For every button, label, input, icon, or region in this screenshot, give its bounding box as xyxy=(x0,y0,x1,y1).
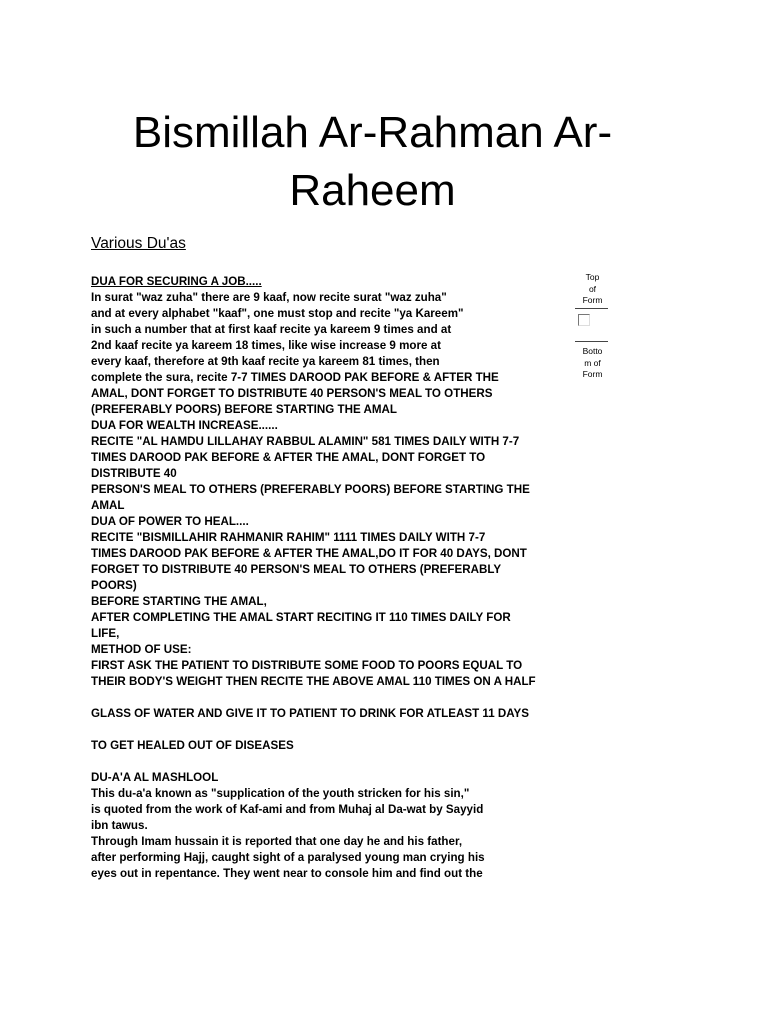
heading-mashlool-dua: DU-A'A AL MASHLOOL xyxy=(91,771,219,784)
body-line: BEFORE STARTING THE AMAL, xyxy=(91,595,267,608)
form-label-line: of xyxy=(588,283,597,294)
form-checkbox[interactable] xyxy=(578,314,590,326)
form-label-line: Botto xyxy=(582,346,603,356)
bottom-of-form-label xyxy=(575,346,610,381)
body-line: in such a number that at first kaaf recite ya kareem 9 times and at xyxy=(91,323,452,336)
heading-wealth-dua: DUA FOR WEALTH INCREASE...... xyxy=(91,419,278,432)
heading-job-dua: DUA FOR SECURING A JOB..... xyxy=(91,275,262,288)
form-divider-top xyxy=(575,308,608,309)
body-line: FIRST ASK THE PATIENT TO DISTRIBUTE SOME FOOD TO POORS EQUAL TO xyxy=(91,659,523,672)
form-divider-bottom xyxy=(575,341,608,342)
body-line: after performing Hajj, caught sight of a paralysed young man crying his xyxy=(91,851,485,864)
blank-line xyxy=(91,722,591,738)
heading-heal-dua: DUA OF POWER TO HEAL.... xyxy=(91,515,249,528)
body-line: FORGET TO DISTRIBUTE 40 PERSON'S MEAL TO OTHERS (PREFERABLY xyxy=(91,563,502,576)
form-label-line: Form xyxy=(582,295,603,305)
top-of-form-label xyxy=(575,272,610,307)
body-line: TIMES DAROOD PAK BEFORE & AFTER THE AMAL,DO IT FOR 40 DAYS, DONT xyxy=(91,547,527,560)
document-body xyxy=(91,274,591,882)
body-line: TO GET HEALED OUT OF DISEASES xyxy=(91,739,294,752)
body-line: 2nd kaaf recite ya kareem 18 times, like wise increase 9 more at xyxy=(91,339,441,352)
body-line: RECITE "AL HAMDU LILLAHAY RABBUL ALAMIN" 581 TIMES DAILY WITH 7-7 xyxy=(91,435,520,448)
body-line: RECITE "BISMILLAHIR RAHMANIR RAHIM" 1111 TIMES DAILY WITH 7-7 xyxy=(91,531,486,544)
body-line: In surat "waz zuha" there are 9 kaaf, now recite surat "waz zuha" xyxy=(91,291,447,304)
page-title: Bismillah Ar-Rahman Ar-Raheem xyxy=(132,108,613,215)
body-line: AMAL, DONT FORGET TO DISTRIBUTE 40 PERSON'S MEAL TO OTHERS xyxy=(91,387,493,400)
form-label-line: Form xyxy=(582,369,603,379)
heading-method-of-use: METHOD OF USE: xyxy=(91,643,192,656)
body-line: eyes out in repentance. They went near to console him and find out the xyxy=(91,867,483,880)
form-label-line: m of xyxy=(584,357,601,368)
blank-line xyxy=(91,754,591,770)
body-line: This du-a'a known as "supplication of the youth stricken for his sin," xyxy=(91,787,470,800)
blank-line xyxy=(91,690,591,706)
body-line: POORS) xyxy=(91,579,137,592)
body-line: Through Imam hussain it is reported that one day he and his father, xyxy=(91,835,463,848)
body-line: DISTRIBUTE 40 xyxy=(91,467,177,480)
body-line: GLASS OF WATER AND GIVE IT TO PATIENT TO DRINK FOR ATLEAST 11 DAYS xyxy=(91,707,530,720)
body-line: (PREFERABLY POORS) BEFORE STARTING THE AMAL xyxy=(91,403,397,416)
body-line: THEIR BODY'S WEIGHT THEN RECITE THE ABOVE AMAL 110 TIMES ON A HALF xyxy=(91,675,536,688)
body-line: PERSON'S MEAL TO OTHERS (PREFERABLY POORS) BEFORE STARTING THE xyxy=(91,483,530,496)
body-line: every kaaf, therefore at 9th kaaf recite ya kareem 81 times, then xyxy=(91,355,440,368)
body-line: complete the sura, recite 7-7 TIMES DAROOD PAK BEFORE & AFTER THE xyxy=(91,371,499,384)
body-line: AFTER COMPLETING THE AMAL START RECITING IT 110 TIMES DAILY FOR xyxy=(91,611,511,624)
body-line: AMAL xyxy=(91,499,125,512)
section-subtitle: Various Du'as xyxy=(91,235,186,252)
body-line: LIFE, xyxy=(91,627,120,640)
body-line: ibn tawus. xyxy=(91,819,148,832)
body-line: is quoted from the work of Kaf-ami and from Muhaj al Da-wat by Sayyid xyxy=(91,803,484,816)
form-label-line: Top xyxy=(585,272,600,282)
body-line: TIMES DAROOD PAK BEFORE & AFTER THE AMAL, DONT FORGET TO xyxy=(91,451,486,464)
body-line: and at every alphabet "kaaf", one must stop and recite "ya Kareem" xyxy=(91,307,464,320)
